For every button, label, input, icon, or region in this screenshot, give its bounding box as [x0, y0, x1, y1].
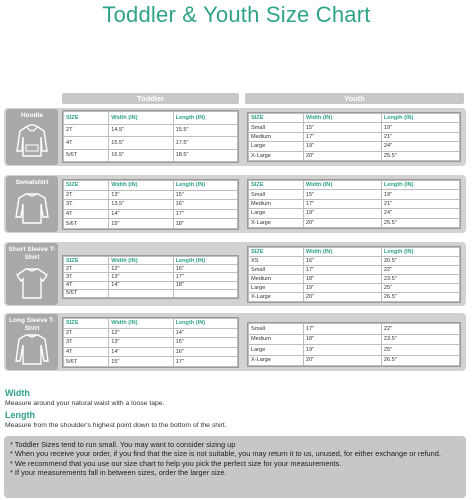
- table-header-row: [249, 114, 460, 123]
- size-header: SIZE: [249, 114, 304, 123]
- width-cell: 19": [303, 142, 381, 151]
- table-header-row: [64, 257, 238, 265]
- length-cell: 17": [173, 273, 237, 281]
- garment-name: Hoodie: [20, 112, 44, 119]
- width-header: Width (IN): [109, 257, 173, 265]
- length-cell: 18": [173, 219, 237, 229]
- sweatshirt-youth-table: [247, 179, 461, 229]
- notes-box: [4, 436, 466, 498]
- size-cell: 2T: [64, 190, 109, 200]
- size-cell: 2T: [64, 124, 109, 137]
- size-cell: 2T: [64, 328, 109, 338]
- length-cell: 20.5": [381, 257, 459, 266]
- sweatshirt-icon: [14, 190, 50, 226]
- size-cell: Medium: [249, 199, 304, 208]
- width-cell: 19": [303, 209, 381, 218]
- table-row: [64, 328, 238, 338]
- table-row: [64, 289, 238, 297]
- width-cell: 14": [109, 281, 173, 289]
- width-cell: 15.5": [109, 137, 173, 150]
- short-sleeve-tshirt-icon: [14, 265, 50, 301]
- table-row: [64, 190, 238, 200]
- hoodie-icon: [14, 123, 50, 159]
- note-item: * If your measurements fall in between sizes, order the larger size.: [10, 468, 227, 478]
- width-cell: 20": [303, 293, 381, 302]
- length-cell: 24": [381, 209, 459, 218]
- length-cell: 21": [381, 199, 459, 208]
- size-cell: Small: [249, 266, 304, 275]
- table-header-row: [249, 181, 460, 190]
- size-cell: Small: [249, 190, 304, 199]
- size-cell: XS: [249, 257, 304, 266]
- width-cell: 14": [109, 209, 173, 219]
- length-cell: 18": [173, 281, 237, 289]
- size-header: SIZE: [64, 181, 109, 191]
- size-cell: X-Large: [249, 151, 304, 160]
- width-header: Width (IN): [109, 112, 173, 125]
- width-cell: 19": [303, 284, 381, 293]
- table-row: [64, 209, 238, 219]
- table-header-row: [64, 181, 238, 191]
- width-cell: 16.5": [109, 149, 173, 162]
- size-header: SIZE: [64, 257, 109, 265]
- long-sleeve-toddler-table: [62, 317, 239, 368]
- length-cell: 22": [381, 324, 459, 335]
- length-header: Length (IN): [381, 248, 459, 257]
- size-header: SIZE: [249, 248, 304, 257]
- table-row: [64, 265, 238, 273]
- hoodie-label-box: [6, 109, 58, 165]
- size-header: SIZE: [249, 181, 304, 190]
- length-cell: 24": [381, 142, 459, 151]
- size-cell: X-Large: [249, 293, 304, 302]
- width-description: Measure around your natural waist with a loose tape.: [5, 400, 165, 407]
- long-sleeve-label-box: [6, 314, 58, 370]
- length-cell: 23.5": [381, 275, 459, 284]
- table-row: [64, 219, 238, 229]
- garment-name: Short Sleeve T-Shirt: [8, 246, 56, 261]
- length-cell: 22": [381, 266, 459, 275]
- size-cell: 3T: [64, 273, 109, 281]
- length-cell: 17": [173, 209, 237, 219]
- width-cell: 19": [303, 345, 381, 356]
- table-row: [249, 324, 460, 335]
- width-cell: 14.5": [109, 124, 173, 137]
- table-row: [249, 123, 460, 132]
- note-item: * We recommend that you use our size chart to help you pick the perfect size for your measurements.: [10, 458, 342, 468]
- table-header-row: [249, 248, 460, 257]
- size-cell: 3T: [64, 200, 109, 210]
- short-sleeve-label-box: [6, 243, 58, 305]
- long-sleeve-tshirt-icon: [14, 331, 50, 367]
- length-header: Length (IN): [381, 181, 459, 190]
- table-row: [64, 357, 238, 367]
- size-cell: Medium: [249, 275, 304, 284]
- table-row: [249, 257, 460, 266]
- length-description: Measure from the shoulder's highest point down to the bottom of the shirt.: [5, 422, 227, 429]
- table-row: [249, 218, 460, 227]
- table-row: [249, 266, 460, 275]
- size-header: SIZE: [64, 112, 109, 125]
- length-cell: 17.5": [173, 137, 237, 150]
- table-row: [64, 281, 238, 289]
- note-item: * Toddler Sizes tend to run small. You may want to consider sizing up: [10, 440, 236, 449]
- length-cell: 15": [173, 338, 237, 348]
- width-heading: Width: [5, 388, 30, 398]
- length-header: Length (IN): [173, 112, 237, 125]
- size-cell: 5/6T: [64, 289, 109, 297]
- length-cell: 25.5": [381, 151, 459, 160]
- size-cell: 4T: [64, 281, 109, 289]
- length-cell: 23.5": [381, 334, 459, 345]
- length-cell: 25": [381, 345, 459, 356]
- table-row: [249, 284, 460, 293]
- table-row: [249, 345, 460, 356]
- width-cell: [109, 289, 173, 297]
- width-cell: 13.5": [109, 200, 173, 210]
- width-header: Width (IN): [109, 181, 173, 191]
- size-cell: 4T: [64, 347, 109, 357]
- width-header: Width (IN): [303, 181, 381, 190]
- size-cell: X-Large: [249, 355, 304, 366]
- width-header: Width (IN): [303, 114, 381, 123]
- length-cell: 19": [381, 190, 459, 199]
- width-cell: 15": [109, 219, 173, 229]
- table-row: [249, 151, 460, 160]
- size-cell: Large: [249, 209, 304, 218]
- table-row: [249, 199, 460, 208]
- garment-name: Sweatshirt: [15, 179, 49, 186]
- size-cell: 5/6T: [64, 149, 109, 162]
- width-cell: 13": [109, 273, 173, 281]
- size-cell: 4T: [64, 209, 109, 219]
- length-cell: 21": [381, 132, 459, 141]
- table-row: [249, 293, 460, 302]
- table-row: [249, 142, 460, 151]
- length-cell: 16": [173, 265, 237, 273]
- sweatshirt-label-box: [6, 176, 58, 232]
- size-cell: Small: [249, 123, 304, 132]
- length-header: Length (IN): [381, 114, 459, 123]
- sweatshirt-toddler-table: [62, 179, 239, 230]
- length-cell: 15": [173, 190, 237, 200]
- width-header: Width (IN): [109, 319, 173, 329]
- page-title: Toddler & Youth Size Chart: [102, 2, 371, 27]
- table-header-row: [64, 112, 238, 125]
- table-header-row: [64, 319, 238, 329]
- size-cell: Medium: [249, 334, 304, 345]
- size-cell: 3T: [64, 338, 109, 348]
- length-header: Length (IN): [173, 181, 237, 191]
- length-cell: [173, 289, 237, 297]
- size-cell: 2T: [64, 265, 109, 273]
- table-row: [64, 347, 238, 357]
- size-cell: 4T: [64, 137, 109, 150]
- width-cell: 12": [109, 265, 173, 273]
- garment-name: Long Sleeve T-Shirt: [9, 317, 55, 332]
- width-cell: 20": [303, 355, 381, 366]
- note-item: * When you receive your order, if you find that the size is not suitable, you may return it to us, unused, for either exchange or refund.: [10, 449, 441, 459]
- length-cell: 19": [381, 123, 459, 132]
- table-row: [249, 275, 460, 284]
- length-cell: 25.5": [381, 218, 459, 227]
- width-cell: 16": [303, 257, 381, 266]
- hoodie-toddler-table: [62, 110, 239, 163]
- size-cell: 5/6T: [64, 357, 109, 367]
- length-header: Length (IN): [173, 319, 237, 329]
- width-cell: 15": [303, 190, 381, 199]
- width-cell: 15": [303, 123, 381, 132]
- width-cell: 18": [303, 334, 381, 345]
- table-row: [64, 137, 238, 150]
- table-row: [249, 190, 460, 199]
- table-row: [64, 273, 238, 281]
- length-cell: 15.5": [173, 124, 237, 137]
- size-header: SIZE: [64, 319, 109, 329]
- length-cell: 26.5": [381, 293, 459, 302]
- size-cell: Large: [249, 345, 304, 356]
- width-cell: 15": [109, 357, 173, 367]
- width-cell: 18": [303, 275, 381, 284]
- size-cell: X-Large: [249, 218, 304, 227]
- width-header: Width (IN): [303, 248, 381, 257]
- width-cell: 17": [303, 199, 381, 208]
- youth-column-header: Youth: [245, 93, 464, 104]
- short-sleeve-toddler-table: [62, 255, 239, 299]
- table-row: [249, 355, 460, 366]
- width-cell: 13": [109, 338, 173, 348]
- length-cell: 18.5": [173, 149, 237, 162]
- width-cell: 14": [109, 347, 173, 357]
- length-heading: Length: [5, 410, 35, 420]
- size-cell: Medium: [249, 132, 304, 141]
- table-row: [64, 124, 238, 137]
- width-cell: 20": [303, 218, 381, 227]
- width-cell: 20": [303, 151, 381, 160]
- length-cell: 26.5": [381, 355, 459, 366]
- length-header: Length (IN): [173, 257, 237, 265]
- hoodie-youth-table: [247, 112, 461, 162]
- length-cell: 16": [173, 200, 237, 210]
- size-cell: Large: [249, 142, 304, 151]
- table-row: [249, 209, 460, 218]
- width-cell: 17": [303, 132, 381, 141]
- table-row: [249, 334, 460, 345]
- toddler-column-header: Toddler: [62, 93, 239, 104]
- length-cell: 14": [173, 328, 237, 338]
- width-cell: 17": [303, 324, 381, 335]
- size-cell: Large: [249, 284, 304, 293]
- width-cell: 17": [303, 266, 381, 275]
- short-sleeve-youth-table: [247, 246, 461, 303]
- length-cell: 16": [173, 347, 237, 357]
- width-cell: 12": [109, 328, 173, 338]
- table-row: [249, 132, 460, 141]
- table-row: [64, 338, 238, 348]
- long-sleeve-youth-table: [247, 322, 461, 367]
- size-cell: Small: [249, 324, 304, 335]
- length-cell: 25": [381, 284, 459, 293]
- size-cell: 5/6T: [64, 219, 109, 229]
- table-row: [64, 200, 238, 210]
- table-row: [64, 149, 238, 162]
- length-cell: 17": [173, 357, 237, 367]
- width-cell: 13": [109, 190, 173, 200]
